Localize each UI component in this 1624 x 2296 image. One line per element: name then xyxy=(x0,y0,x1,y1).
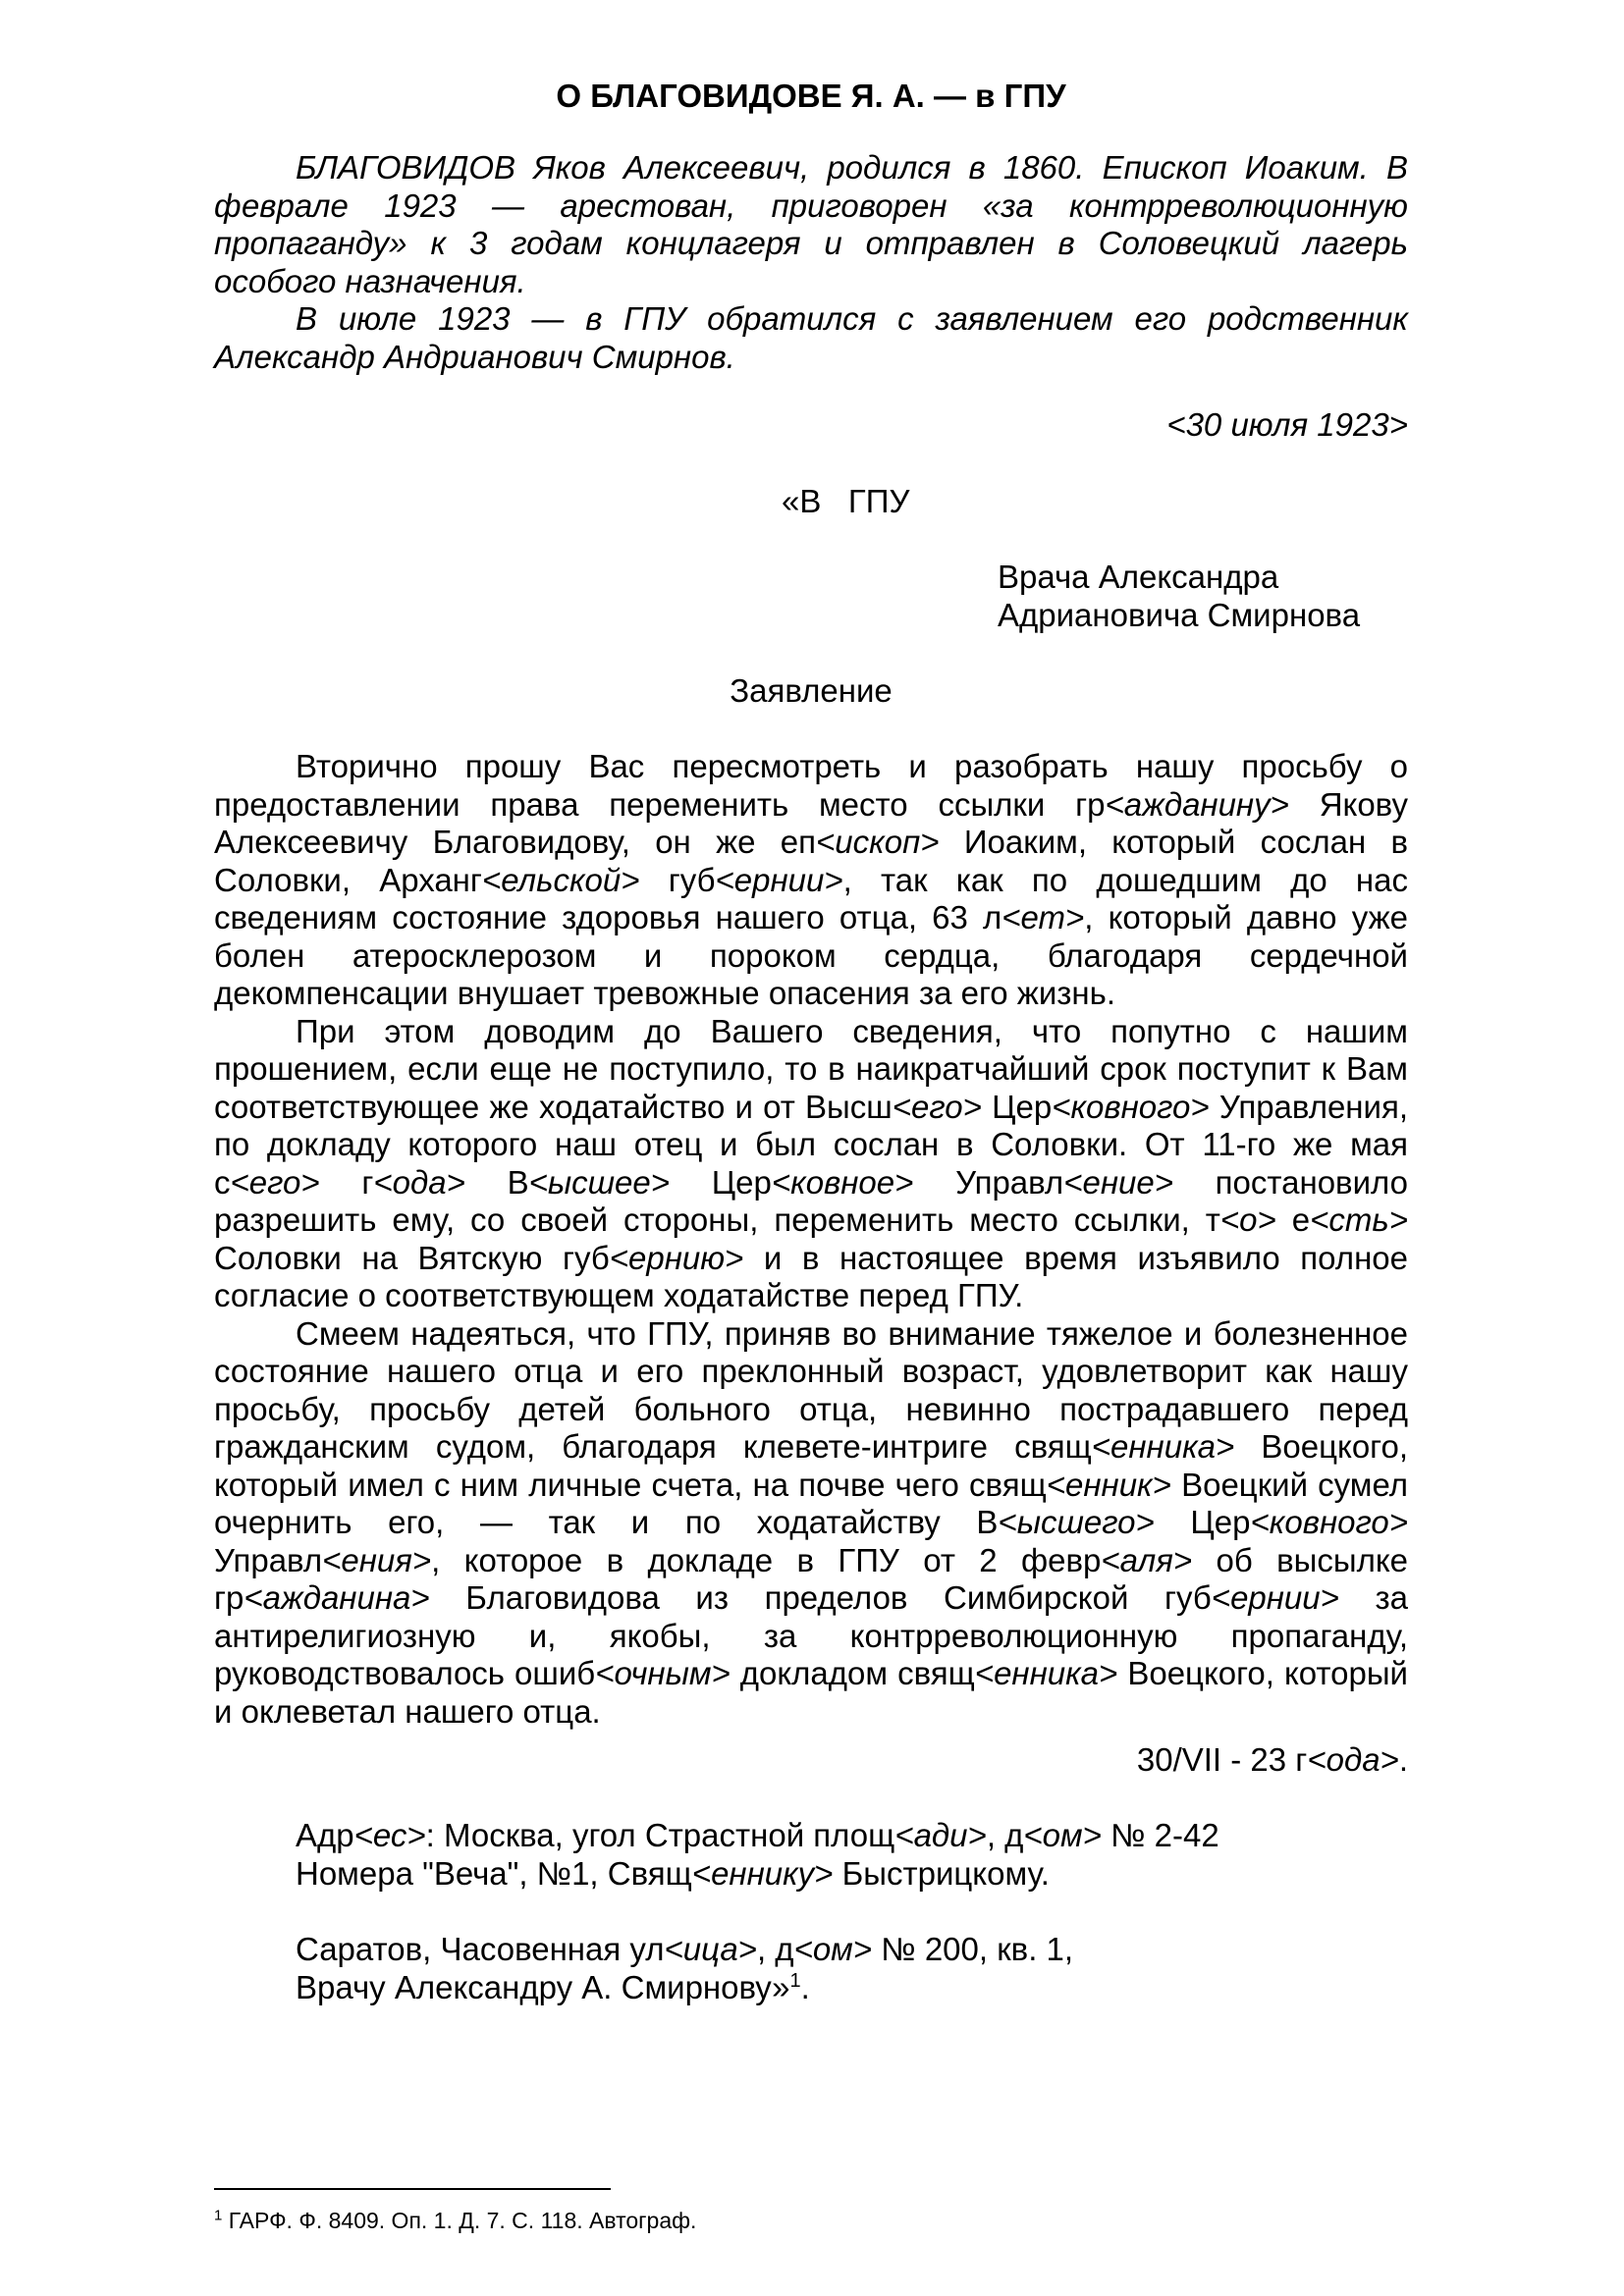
text-run: Управл xyxy=(214,1541,323,1578)
text-run: Благовидова из пределов Симбирской губ xyxy=(429,1579,1212,1616)
editorial-insert: <ода> xyxy=(1307,1741,1399,1778)
text-run: Номера "Веча", №1, Свящ xyxy=(296,1854,692,1892)
statement-title: Заявление xyxy=(730,672,893,709)
text-run: Цер xyxy=(1154,1504,1251,1540)
editorial-insert: <енника> xyxy=(1091,1428,1235,1465)
text-run: об высылке гр xyxy=(214,1541,1409,1616)
editorial-insert: <еннику> xyxy=(691,1854,834,1892)
editorial-insert: <енник> xyxy=(1046,1466,1171,1503)
address-block-moscow xyxy=(296,1817,1408,1893)
text-run: постановило разрешить ему, со своей стороны, переменить место ссылки, т xyxy=(214,1163,1408,1238)
editorial-insert: <аля> xyxy=(1101,1541,1193,1578)
footnote-separator xyxy=(214,2188,611,2190)
editorial-insert: <ковное> xyxy=(771,1163,914,1201)
text-run: № 200, кв. 1, xyxy=(872,1931,1074,1967)
footnote-reference[interactable]: 1 xyxy=(789,1969,801,1992)
text-run: , д xyxy=(986,1817,1024,1853)
editorial-insert: <ажданина> xyxy=(244,1579,430,1616)
text-run: 30/VII - 23 г xyxy=(1136,1741,1308,1778)
addressee: «В ГПУ xyxy=(782,483,910,519)
text-run: Иоаким, который сослан в Соловки, Арханг xyxy=(214,824,1409,898)
text-run: Саратов, Часовенная ул xyxy=(296,1931,665,1967)
editorial-insert: <ысшего> xyxy=(998,1504,1155,1540)
address-line xyxy=(296,1817,1408,1855)
text-run: за антирелигиозную и, якобы, за контрреволюционную пропаганду, руководствовалось ошиб xyxy=(214,1579,1408,1691)
text-run: Быстрицкому. xyxy=(833,1854,1050,1892)
editorial-insert: <очным> xyxy=(595,1655,731,1691)
body-paragraph xyxy=(214,1315,1408,1732)
text-run: , который давно уже болен атеросклерозом и пороком сердца, благодаря сердечной декомпенсации внушает тревожные опасения за его жизнь. xyxy=(214,899,1408,1011)
text-run: , которое в докладе в ГПУ от 2 февр xyxy=(431,1541,1102,1578)
text-run: , д xyxy=(756,1931,794,1967)
text-run: е xyxy=(1275,1201,1311,1238)
text-run: Смеем надеяться, что ГПУ, приняв во внимание тяжелое и болезненное состояние нашего отца и его преклонный возраст, удовлетворит как нашу просьбу, просьбу детей больного отца, невинно пострадавшего перед гражданским судом, благодаря клевете-интриге свящ xyxy=(214,1314,1408,1465)
editorial-insert: <ельской> xyxy=(481,861,640,898)
editorial-insert: <ернию> xyxy=(609,1239,744,1276)
editorial-insert: <ернии> xyxy=(715,861,843,898)
statement-body xyxy=(214,748,1408,1731)
address-line xyxy=(296,1969,1408,2007)
editorial-insert: <сть> xyxy=(1310,1201,1408,1238)
editorial-insert: <ода> xyxy=(373,1163,465,1201)
intro-paragraph: В июле 1923 — в ГПУ обратился с заявлением его родственник Александр Андрианович Смирнов. xyxy=(214,300,1408,375)
body-paragraph xyxy=(214,748,1408,1013)
text-run: . xyxy=(800,1968,810,2005)
editorial-insert: <ади> xyxy=(894,1817,987,1853)
text-run: В xyxy=(464,1163,529,1201)
editorial-insert: <ес> xyxy=(353,1817,426,1853)
editorial-insert: <ет> xyxy=(1001,899,1085,935)
footnote xyxy=(214,2207,696,2234)
text-run: Воецкого, который и оклеветал нашего отца. xyxy=(214,1655,1408,1730)
text-run: Цер xyxy=(981,1088,1053,1125)
text-run: Якову Алексеевичу Благовидову, он же еп xyxy=(214,785,1408,860)
sender-line: Адриановича Смирнова xyxy=(998,596,1361,633)
page-title: О БЛАГОВИДОВЕ Я. А. — в ГПУ xyxy=(556,78,1066,114)
editorial-insert: <ковного> xyxy=(1052,1088,1210,1125)
editorial-insert: <ом> xyxy=(1023,1817,1102,1853)
address-line xyxy=(296,1931,1408,1969)
text-run: Воецкого, который имел с ним личные счета, на почве чего свящ xyxy=(214,1428,1408,1503)
editorial-insert: <ом> xyxy=(793,1931,873,1967)
text-run: Адр xyxy=(296,1817,354,1853)
body-paragraph xyxy=(214,1013,1408,1315)
text-run: , так как по дошедшим до нас сведениям состояние здоровья нашего отца, 63 л xyxy=(214,861,1408,935)
sender-block xyxy=(998,559,1360,634)
editorial-insert: <о> xyxy=(1219,1201,1276,1238)
editorial-insert: <ажданину> xyxy=(1105,785,1289,823)
text-run: Цер xyxy=(670,1163,772,1201)
address-line xyxy=(296,1855,1408,1894)
editorial-insert: <ица> xyxy=(664,1931,757,1967)
text-run: Соловки на Вятскую губ xyxy=(214,1239,610,1276)
editorial-insert: <ение> xyxy=(1063,1163,1173,1201)
editorial-insert: <ископ> xyxy=(816,824,940,860)
editorial-insert: <его> xyxy=(230,1163,320,1201)
sender-line: Врача Александра xyxy=(998,559,1279,595)
text-run: . xyxy=(1398,1741,1408,1778)
text-run: г xyxy=(319,1163,374,1201)
text-run: Управл xyxy=(913,1163,1064,1201)
document-date: <30 июля 1923> xyxy=(1166,406,1408,443)
text-run: № 2-42 xyxy=(1101,1817,1219,1853)
text-run: Управления, по докладу которого наш отец и был сослан в Соловки. От 11-го же мая с xyxy=(214,1088,1408,1201)
editorial-insert: <его> xyxy=(892,1088,982,1125)
footnote-marker: 1 xyxy=(214,2207,223,2224)
intro-paragraph: БЛАГОВИДОВ Яков Алексеевич, родился в 1860. Епископ Иоаким. В феврале 1923 — арестован, приговорен «за контрреволюционную пропаганду» к 3 годам концлагеря и отправлен в Соловецкий лагерь особого назначения. xyxy=(214,149,1408,299)
text-run: Вторично прошу Вас пересмотреть и разобрать нашу просьбу о предоставлении права переменить место ссылки гр xyxy=(214,748,1408,823)
editorial-insert: <енника> xyxy=(974,1655,1118,1691)
text-run: Воецкий сумел очернить его, — так и по ходатайству В xyxy=(214,1466,1408,1540)
signature-date xyxy=(214,1741,1408,1780)
editorial-insert: <ернии> xyxy=(1211,1579,1339,1616)
text-run: : Москва, угол Страстной площ xyxy=(425,1817,895,1853)
text-run: При этом доводим до Вашего сведения, что попутно с нашим прошением, если еще не поступило, то в наикратчайший срок поступит к Вам соответствующее же ходатайство и от Высш xyxy=(214,1012,1408,1125)
text-run: Врачу Александру А. Смирнову» xyxy=(296,1968,790,2005)
address-block-saratov xyxy=(296,1931,1408,2006)
editorial-intro xyxy=(214,149,1408,376)
editorial-insert: <ения> xyxy=(322,1541,432,1578)
editorial-insert: <ковного> xyxy=(1250,1504,1408,1540)
editorial-insert: <ысшее> xyxy=(528,1163,671,1201)
text-run: губ xyxy=(639,861,716,898)
text-run: докладом свящ xyxy=(730,1655,975,1691)
footnote-text: ГАРФ. Ф. 8409. Оп. 1. Д. 7. С. 118. Автограф. xyxy=(222,2208,697,2233)
text-run: и в настоящее время изъявило полное согласие о соответствующем ходатайстве перед ГПУ. xyxy=(214,1239,1408,1313)
